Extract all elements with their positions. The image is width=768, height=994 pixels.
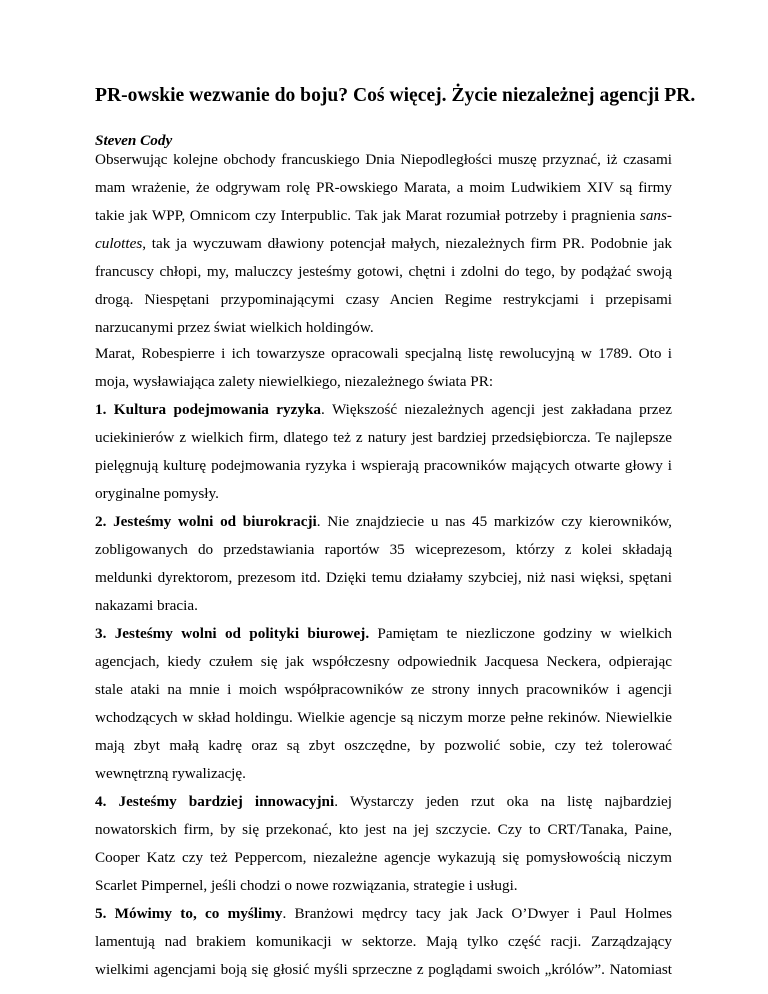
text-line (95, 508, 672, 536)
text-line: moja, wysławiająca zalety niewielkiego, niezależnego świata PR: (95, 373, 494, 390)
text-line: wchodzących w skład holdingu. Wielkie agencje są niczym morze pełne rekinów. Niewielkie (95, 709, 672, 726)
list-item-5 (95, 900, 672, 984)
text-line: mam wrażenie, że odgrywam rolę PR-owskiego Marata, a moim Ludwikiem XIV są firmy (95, 179, 672, 196)
text-line: zobligowanych do przedstawiania raportów 35 wiceprezesom, którzy z kolei składają (95, 541, 672, 558)
text-line (95, 900, 672, 928)
text-line (95, 396, 672, 424)
list-item-2 (95, 508, 672, 620)
text-line: oryginalne pomysły. (95, 485, 219, 502)
text-run: . Nie znajdziecie u nas 45 markizów czy kierowników, (316, 513, 672, 530)
text-line: nowatorskich firm, by się przekonać, kto jest na jej szczycie. Czy to CRT/Tanaka, Paine, (95, 821, 672, 838)
intro-paragraph (95, 146, 672, 342)
text-run: takie jak WPP, Omnicom czy Interpublic. Tak jak Marat rozumiał potrzeby i pragnienia (95, 207, 640, 224)
text-line: Marat, Robespierre i ich towarzysze opracowali specjalną listę rewolucyjną w 1789. Oto i (95, 345, 672, 362)
text-line: meldunki dyrektorom, prezesom itd. Dzięki temu działamy szybciej, niż nasi więksi, spętani (95, 569, 672, 586)
italic-term: culottes (95, 235, 143, 252)
text-line: Cooper Katz czy też Peppercom, niezależne agencje wykazują się pomysłowością niczym (95, 849, 672, 866)
item-heading: 3. Jesteśmy wolni od polityki biurowej. (95, 625, 370, 642)
item-heading: 1. Kultura podejmowania ryzyka (95, 401, 322, 418)
text-line: lamentują nad brakiem komunikacji w sektorze. Mają tylko część racji. Zarządzający (95, 933, 672, 950)
text-line: Obserwując kolejne obchody francuskiego Dnia Niepodległości muszę przyznać, iż czasami (95, 151, 672, 168)
text-line (95, 202, 672, 230)
list-intro-paragraph (95, 340, 672, 396)
text-line: wielkimi agencjami boją się głosić myśli sprzeczne z poglądami swoich „królów”. Natomiast (95, 961, 672, 978)
author-name: Steven Cody (95, 132, 173, 149)
text-line: pielęgnują kulturę podejmowania ryzyka i wspierają pracowników mających otwarte głowy i (95, 457, 672, 474)
text-run: , tak ja wyczuwam dławiony potencjał małych, niezależnych firm PR. Podobnie jak (142, 235, 672, 252)
text-line: narzucanymi przez świat wielkich holdingów. (95, 319, 374, 336)
text-line: Scarlet Pimpernel, jeśli chodzi o nowe rozwiązania, strategie i usługi. (95, 877, 518, 894)
text-line: mają zbyt małą kadrę oraz są zbyt oszczędne, by pozwolić sobie, czy też tolerować (95, 737, 672, 754)
list-item-1 (95, 396, 672, 508)
text-run: Pamiętam te niezliczone godziny w wielkich (369, 625, 672, 642)
text-line: francuscy chłopi, my, maluczcy jesteśmy gotowi, chętni i zdolni do tego, by podążać swoją (95, 263, 672, 280)
text-line: agencjach, kiedy czułem się jak współczesny odpowiednik Jacquesa Neckera, odpierając (95, 653, 672, 670)
italic-term: sans- (639, 207, 672, 224)
list-item-3 (95, 620, 672, 788)
text-line: wewnętrzną rywalizację. (95, 765, 246, 782)
text-line (95, 620, 672, 648)
text-line: nakazami bracia. (95, 597, 198, 614)
document-title: PR-owskie wezwanie do boju? Coś więcej. Życie niezależnej agencji PR. (95, 85, 696, 106)
text-line: uciekinierów z wielkich firm, dlatego też z natury jest bardziej przedsiębiorcza. Te najlepsze (95, 429, 672, 446)
text-line (95, 788, 672, 816)
text-run: . Wystarczy jeden rzut oka na listę najbardziej (334, 793, 672, 810)
item-heading: 4. Jesteśmy bardziej innowacyjni (95, 793, 335, 810)
list-item-4 (95, 788, 672, 900)
text-line: stale ataki na mnie i moich współpracowników ze strony innych pracowników i agencji (95, 681, 672, 698)
text-run: . Branżowi mędrcy tacy jak Jack O’Dwyer i Paul Holmes (282, 905, 672, 922)
text-line (95, 230, 672, 258)
item-heading: 2. Jesteśmy wolni od biurokracji (95, 513, 317, 530)
item-heading: 5. Mówimy to, co myślimy (95, 905, 283, 922)
text-line: drogą. Niespętani przypominającymi czasy Ancien Regime restrykcjami i przepisami (95, 291, 672, 308)
text-run: . Większość niezależnych agencji jest zakładana przez (321, 401, 672, 418)
